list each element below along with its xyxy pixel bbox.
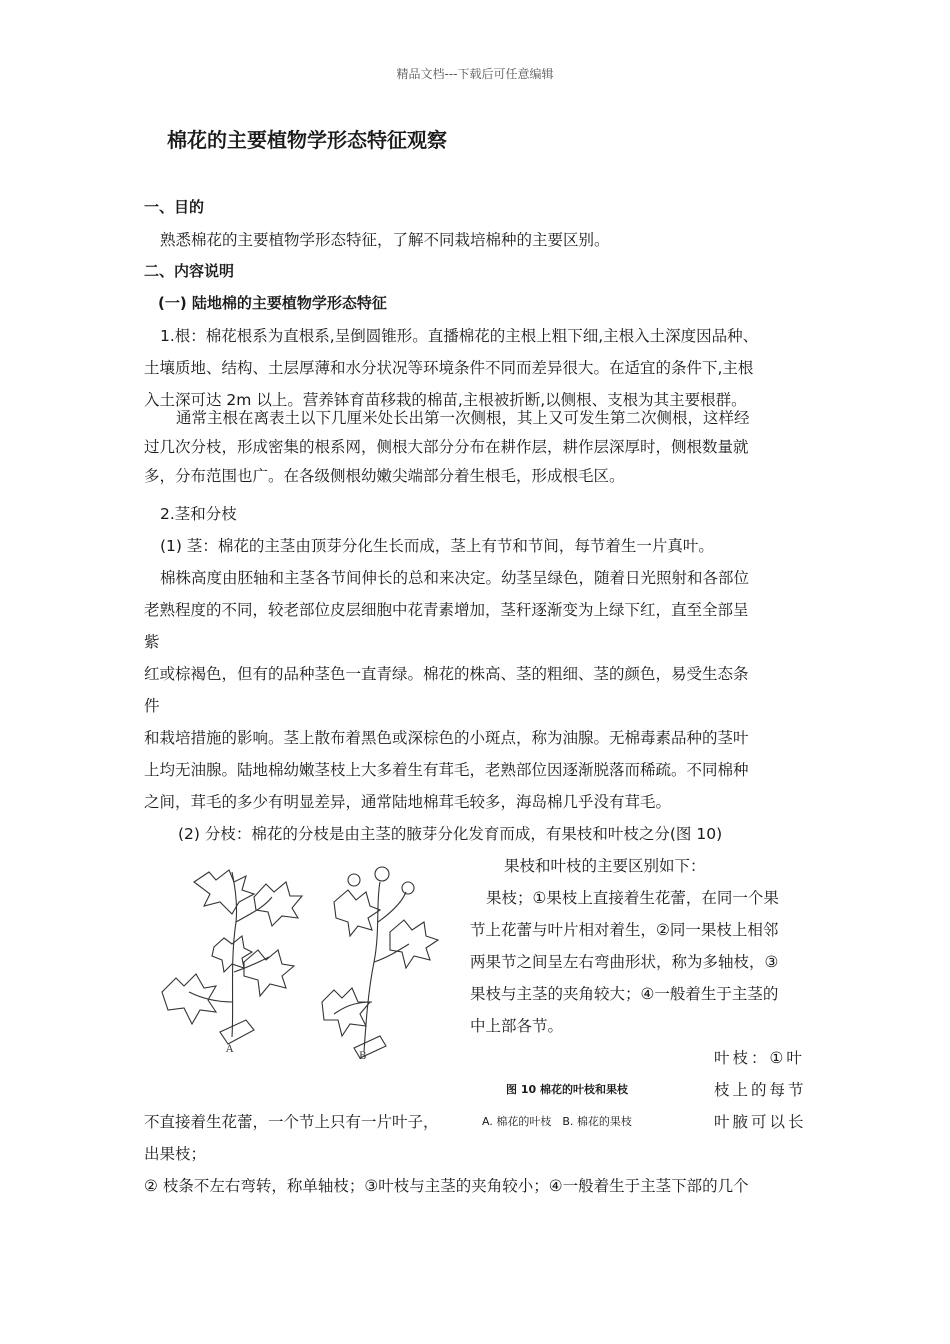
stem-heading: 2.茎和分枝 bbox=[160, 505, 237, 523]
figure-caption: 图 10 棉花的叶枝和果枝 bbox=[506, 1083, 628, 1096]
figure-label-a: A bbox=[226, 1044, 234, 1055]
stem-line-5: 红或棕褐色，但有的品种茎色一直青绿。棉花的株高、茎的粗细、茎的颜色，易受生态条 bbox=[144, 665, 749, 683]
root-line-2: 土壤质地、结构、土层厚薄和水分状况等环境条件不同而差异很大。在适宜的条件下,主根 bbox=[144, 359, 754, 377]
section-heading-purpose: 一、目的 bbox=[144, 198, 205, 216]
figure-subcaption: A. 棉花的叶枝 B. 棉花的果枝 bbox=[482, 1115, 632, 1128]
stem-line-4: 紫 bbox=[144, 633, 160, 651]
fruit-branch-line-1: 果枝；①果枝上直接着生花蕾，在同一个果 bbox=[486, 889, 779, 907]
cotton-plant-drawing bbox=[154, 852, 446, 1076]
root-line-3: 入土深可达 2m 以上。营养钵育苗移栽的棉苗,主根被折断,以侧根、支根为其主要根群。 bbox=[144, 391, 747, 409]
root-line-6: 多，分布范围也广。在各级侧根幼嫩尖端部分着生根毛，形成根毛区。 bbox=[144, 467, 625, 485]
fruit-branch-line-3: 两果节之间呈左右弯曲形状，称为多轴枝，③ bbox=[470, 953, 779, 971]
branch-intro: (2) 分枝：棉花的分枝是由主茎的腋芽分化发育而成，有果枝和叶枝之分(图 10) bbox=[178, 825, 723, 843]
cotton-branch-illustration bbox=[154, 852, 446, 1076]
leaf-branch-line-3: 叶腋可以长 bbox=[714, 1113, 807, 1131]
root-line-5: 过几次分枝，形成密集的根系网，侧根大部分分布在耕作层，耕作层深厚时，侧根数量就 bbox=[144, 438, 749, 456]
document-title: 棉花的主要植物学形态特征观察 bbox=[167, 128, 447, 152]
figure-label-b: B bbox=[359, 1051, 367, 1062]
page-header: 精品文档---下载后可任意编辑 bbox=[396, 67, 554, 81]
section-heading-content: 二、内容说明 bbox=[144, 262, 235, 280]
leaf-branch-line-1: 叶枝：①叶 bbox=[714, 1049, 805, 1067]
leaf-branch-bottom-line-1: 不直接着生花蕾，一个节上只有一片叶子， bbox=[144, 1113, 439, 1131]
branch-difference-intro: 果枝和叶枝的主要区别如下： bbox=[504, 857, 706, 875]
stem-line-2: 棉株高度由胚轴和主茎各节间伸长的总和来决定。幼茎呈绿色，随着日光照射和各部位 bbox=[160, 569, 750, 587]
stem-line-1: (1) 茎：棉花的主茎由顶芽分化生长而成，茎上有节和节间，每节着生一片真叶。 bbox=[160, 537, 714, 555]
fruit-branch-line-2: 节上花蕾与叶片相对着生，②同一果枝上相邻 bbox=[470, 921, 779, 939]
stem-line-8: 上均无油腺。陆地棉幼嫩茎枝上大多着生有茸毛，老熟部位因逐渐脱落而稀疏。不同棉种 bbox=[144, 761, 749, 779]
purpose-text: 熟悉棉花的主要植物学形态特征，了解不同栽培棉种的主要区别。 bbox=[160, 231, 610, 249]
stem-line-3: 老熟程度的不同，较老部位皮层细胞中花青素增加，茎秆逐渐变为上绿下红，直至全部呈 bbox=[144, 601, 749, 619]
root-line-1: 1.根：棉花根系为直根系,呈倒圆锥形。直播棉花的主根上粗下细,主根入土深度因品种、 bbox=[160, 327, 759, 345]
root-line-4: 通常主根在离表土以下几厘米处长出第一次侧根，其上又可发生第二次侧根，这样经 bbox=[176, 409, 750, 427]
leaf-branch-line-2: 枝上的每节 bbox=[714, 1081, 807, 1099]
subsection-heading-upland-cotton: (一) 陆地棉的主要植物学形态特征 bbox=[158, 294, 387, 312]
stem-line-7: 和栽培措施的影响。茎上散布着黑色或深棕色的小斑点，称为油腺。无棉毒素品种的茎叶 bbox=[144, 729, 749, 747]
leaf-branch-bottom-line-3: ② 枝条不左右弯转，称单轴枝；③叶枝与主茎的夹角较小；④一般着生于主茎下部的几个 bbox=[144, 1177, 749, 1195]
stem-line-6: 件 bbox=[144, 697, 160, 715]
fruit-branch-line-5: 中上部各节。 bbox=[470, 1017, 564, 1035]
leaf-branch-bottom-line-2: 出果枝； bbox=[144, 1145, 207, 1163]
fruit-branch-line-4: 果枝与主茎的夹角较大；④一般着生于主茎的 bbox=[470, 985, 779, 1003]
stem-line-9: 之间，茸毛的多少有明显差异，通常陆地棉茸毛较多，海岛棉几乎没有茸毛。 bbox=[144, 793, 672, 811]
